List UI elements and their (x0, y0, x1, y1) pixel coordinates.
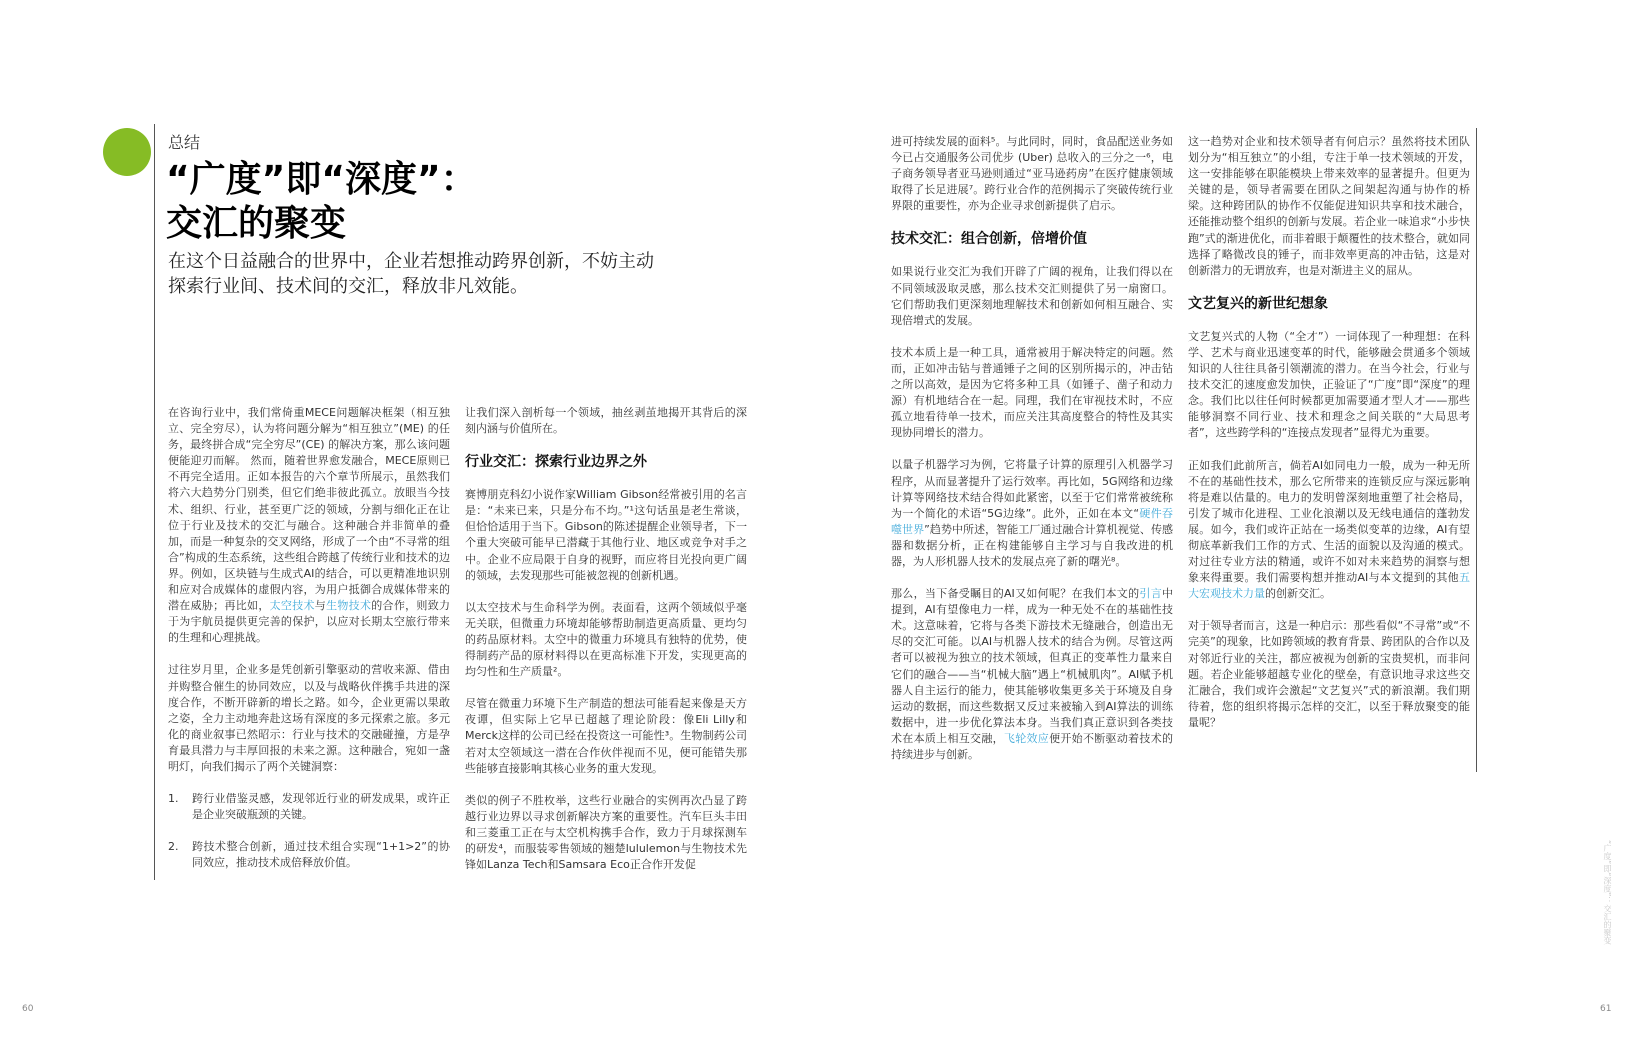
right-column-rule (1476, 128, 1477, 772)
list-item (168, 791, 450, 823)
subtitle-line-2: 探索行业间、技术间的交汇，释放非凡效能。 (168, 276, 528, 297)
col3-paragraph-1: 进可持续发展的面料⁵。与此同时，同时，食品配送业务如今已占交通服务公司优步 (Uber) 总收入的三分之一⁶，电子商务领导者亚马逊则通过“亚马逊药房”在医疗健康领域取得了长足进展⁷。跨行业合作的范例揭示了突破传统行业界限的重要性，亦为企业寻求创新提供了启示。 (891, 135, 1173, 213)
col2-paragraph-1: 让我们深入剖析每一个领域，抽丝剥茧地揭开其背后的深刻内涵与价值所在。 (465, 406, 747, 436)
side-caption: “广度”即“深度”：交汇的聚变 (1603, 840, 1612, 945)
col2-paragraph-5: 类似的例子不胜枚举，这些行业融合的实例再次凸显了跨越行业边界以寻求创新解决方案的重要性。汽车巨头丰田和三菱重工正在与太空机构携手合作，致力于月球探测车的研发⁴，而服装零售领域的翘楚lululemon与生物技术先锋如Lanza Tech和Samsara Eco正合作开发促 (465, 793, 747, 872)
left-column-rule (154, 124, 155, 880)
col3-paragraph-3: 技术本质上是一种工具，通常被用于解决特定的问题。然而，正如冲击钻与普通锤子之间的区别所揭示的，冲击钻之所以高效，是因为它将多种工具（如锤子、凿子和动力源）有机地结合在一起。同理，我们在审视技术时，不应孤立地看待单一技术，而应关注其高度整合的特性及其实现协同增长的潜力。 (891, 345, 1173, 440)
list-text: 跨行业借鉴灵感，发现邻近行业的研发成果，或许正是企业突破瓶颈的关键。 (192, 792, 450, 822)
col1-paragraph-2: 过往岁月里，企业多是凭创新引擎驱动的营收来源、借由并购整合催生的协同效应，以及与战略伙伴携手共进的深度合作，不断开辟新的增长之路。如今，企业更需以果敢之姿，全力主动地奔赴这场有深度的多元探索之旅。多元化的商业叙事已然昭示：行业与技术的交融碰撞，方是孕育最具潜力与丰厚回报的未来之源。这种融合，宛如一盏明灯，向我们揭示了两个关键洞察： (168, 663, 450, 773)
page-number-left: 60 (22, 1004, 34, 1014)
link-biotech[interactable]: 生物技术 (326, 599, 372, 613)
col3-paragraph-2: 如果说行业交汇为我们开辟了广阔的视角，让我们得以在不同领域汲取灵感，那么技术交汇则提供了另一扇窗口。它们帮助我们更深刻地理解技术和创新如何相互融合、实现倍增式的发展。 (891, 265, 1173, 327)
col4-paragraph-3: 正如我们此前所言，倘若AI如同电力一般，成为一种无所不在的基础性技术，那么它所带来的连锁反应与深远影响将是难以估量的。电力的发明曾深刻地重塑了社会格局，引发了城市化进程、工业化浪潮以及无线电通信的蓬勃发展。如今，我们或许正站在一场类似变革的边缘，AI有望彻底革新我们工作的方式、生活的面貌以及沟通的模式。对过往专业方法的精通，或许不如对未来趋势的洞察与想象来得重要。我们需要构想并推动AI与本文提到的其他五大宏观技术力量的创新交汇。 (1188, 458, 1470, 601)
link-hardware-world[interactable]: 硬件吞噬世界 (891, 506, 1173, 536)
col4-paragraph-4: 对于领导者而言，这是一种启示：那些看似“不寻常”或“不完美”的现象，比如跨领域的教育背景、跨团队的合作以及对邻近行业的关注，都应被视为创新的宝贵契机，而非问题。若企业能够超越专业化的壁垒，有意识地寻求这些交汇融合，我们或许会激起“文艺复兴”式的新浪潮。我们期待着，您的组织将揭示怎样的交汇，以至于释放聚变的能量呢？ (1188, 619, 1470, 729)
list-number: 1. (168, 792, 179, 806)
col4-paragraph-2: 文艺复兴式的人物（“全才”）一词体现了一种理想：在科学、艺术与商业迅速变革的时代，能够融会贯通多个领域知识的人往往具备引领潮流的潜力。在当今社会，行业与技术交汇的速度愈发加快，正验证了“广度”即“深度”的理念。我们比以往任何时候都更加需要通才型人才——那些能够洞察不同行业、技术和理念之间关联的“大局思考者”，这些跨学科的“连接点发现者”显得尤为重要。 (1188, 329, 1470, 440)
section-heading-renaissance: 文艺复兴的新世纪想象 (1188, 295, 1328, 312)
column-2 (465, 405, 747, 889)
title-line-1: “广度”即“深度”： (166, 159, 477, 200)
link-flywheel-effect[interactable]: 飞轮效应 (1003, 731, 1050, 745)
col4-paragraph-1: 这一趋势对企业和技术领导者有何启示？虽然将技术团队划分为“相互独立”的小组，专注于单一技术领域的开发，这一安排能够在职能模块上带来效率的显著提升。但更为关键的是，领导者需要在团队之间架起沟通与协作的桥梁。这种跨团队的协作不仅能促进知识共享和技术融合，还能推动整个组织的创新与发展。若企业一味追求“小步快跑”式的渐进优化，而非着眼于颠覆性的技术整合，就如同选择了略微改良的锤子，而非效率更高的冲击钻，这是对创新潜力的无谓放弃，也是对渐进主义的屈从。 (1188, 135, 1470, 277)
insight-list (168, 791, 450, 871)
section-kicker: 总结 (168, 133, 201, 152)
column-4 (1188, 134, 1470, 747)
col1-paragraph-1: 在咨询行业中，我们常倚重MECE问题解决框架（相互独立、完全穷尽），认为将问题分解为“相互独立”(ME) 的任务，最终拼合成“完全穷尽”(CE) 的解决方案，那么该问题便能迎刃而解。 然而，随着世界愈发融合，MECE原则已不再完全适用。正如本报告的六个章节所展示，虽然我们将六大趋势分门别类，但它们绝非彼此孤立。放眼当今技术、组织、行业，甚至更广泛的领域，分割与细化正在让位于行业及技术的交汇与融合。这种融合并非简单的叠加，而是一种复杂的交叉网络，形成了一个由“不寻常的组合”构成的生态系统，这些组合跨越了传统行业和技术的边界。例如，区块链与生成式AI的结合，可以更精准地识别和应对合成媒体的虚假内容，为用户抵御合成媒体带来的潜在威胁；再比如，太空技术与生物技术的合作，则致力于为宇航员提供更完善的保护，以应对长期太空旅行带来的生理和心理挑战。 (168, 406, 451, 645)
column-3 (891, 134, 1173, 779)
title-line-2: 交汇的聚变 (166, 203, 347, 244)
column-1 (168, 405, 450, 887)
section-marker-dot (103, 128, 151, 176)
page-title (166, 158, 626, 246)
list-text: 跨技术整合创新，通过技术组合实现“1+1>2”的协同效应，推动技术成倍释放价值。 (192, 840, 450, 870)
section-heading-industry: 行业交汇：探索行业边界之外 (465, 454, 647, 471)
col3-paragraph-5: 那么，当下备受瞩目的AI又如何呢？在我们本文的引言中提到，AI有望像电力一样，成为一种无处不在的基础性技术。这意味着，它将与各类下游技术无缝融合，创造出无尽的交汇可能。以AI与机器人技术的结合为例。尽管这两者可以被视为独立的技术领域，但真正的变革性力量来自它们的融合——当“机械大脑”遇上“机械肌肉”。AI赋予机器人自主运行的能力，使其能够收集更多关于环境及自身运动的数据，而这些数据又反过来被输入到AI算法的训练数据中，进一步优化算法本身。当我们真正意识到各类技术在本质上相互交融，飞轮效应便开始不断驱动着技术的持续进步与创新。 (891, 587, 1174, 761)
subtitle-line-1: 在这个日益融合的世界中，企业若想推动跨界创新，不妨主动 (168, 251, 654, 272)
section-heading-technology: 技术交汇：组合创新，倍增价值 (891, 231, 1087, 248)
col2-paragraph-4: 尽管在微重力环境下生产制造的想法可能看起来像是天方夜谭，但实际上它早已超越了理论阶段：像Eli Lilly和Merck这样的公司已经在投资这一可能性³。生物制药公司若对太空领域这一潜在合作伙伴视而不见，便可能错失那些能够直接影响其核心业务的重大发现。 (465, 697, 747, 775)
link-introduction[interactable]: 引言 (1139, 587, 1162, 601)
link-macro-forces[interactable]: 五大宏观技术力量 (1188, 571, 1470, 601)
col2-paragraph-3: 以太空技术与生命科学为例。表面看，这两个领域似乎毫无关联，但微重力环境却能够帮助制造更高质量、更均匀的药品原材料。太空中的微重力环境具有独特的优势，使得制药产品的原材料得以在更高标准下开发，实现更高的均匀性和生产质量²。 (465, 600, 747, 679)
col2-paragraph-2: 赛博朋克科幻小说作家William Gibson经常被引用的名言是：“未来已来，只是分布不均。”¹这句话虽是老生常谈，但恰恰适用于当下。Gibson的陈述提醒企业领导者，下一个重大突破可能早已潜藏于其他行业、地区或竞争对手之中。企业不应局限于自身的视野，而应将目光投向更广阔的领域，去发现那些可能被忽视的创新机遇。 (465, 488, 747, 582)
page-subtitle (168, 249, 678, 299)
col3-paragraph-4: 以量子机器学习为例，它将量子计算的原理引入机器学习程序，从而显著提升了运行效率。再比如，5G网络和边缘计算等网络技术结合得如此紧密，以至于它们常常被统称为一个简化的术语“5G边缘”。此外，正如在本文“硬件吞噬世界”趋势中所述，智能工厂通过融合计算机视觉、传感器和数据分析，正在构建能够自主学习与自我改进的机器，为人形机器人技术的发展点亮了新的曙光⁸。 (891, 458, 1173, 568)
list-number: 2. (168, 840, 179, 854)
link-space-tech[interactable]: 太空技术 (269, 599, 315, 613)
page-number-right: 61 (1600, 1004, 1612, 1014)
list-item (168, 839, 450, 871)
